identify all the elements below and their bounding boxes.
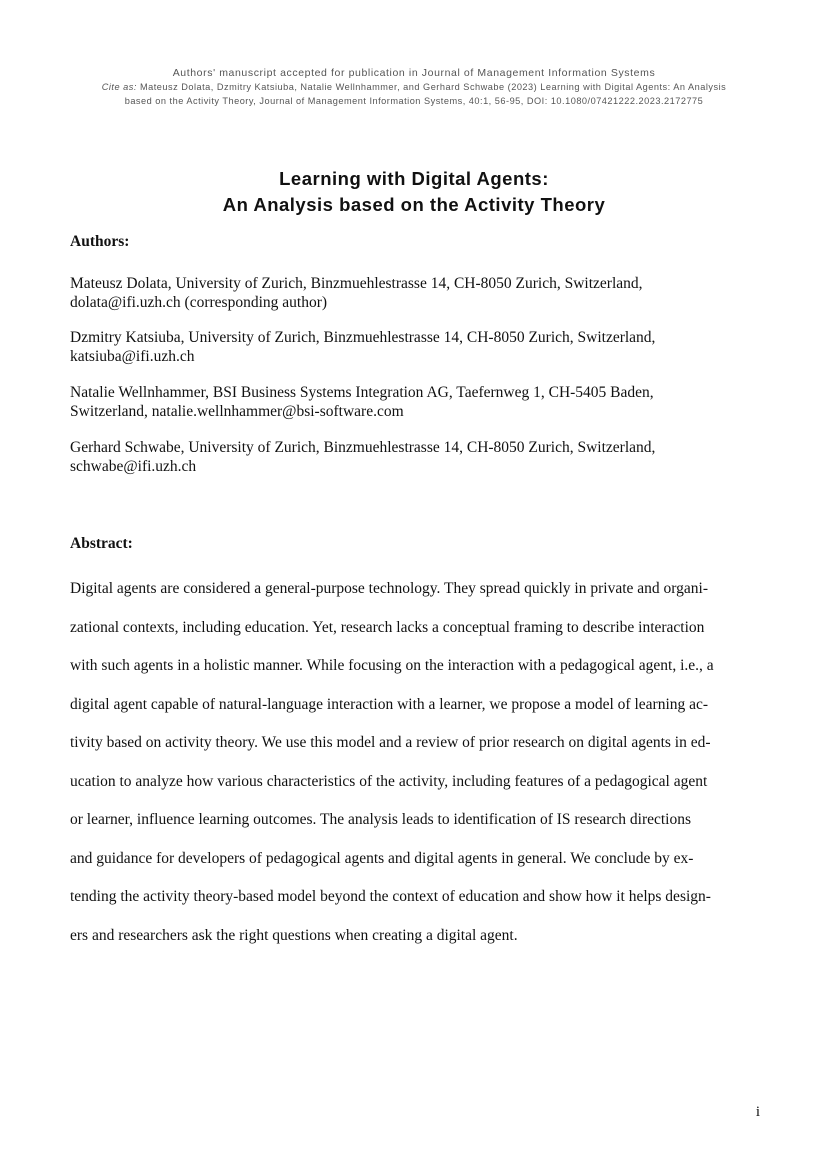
- header-citation-line-1: [60, 80, 768, 94]
- abstract-line: or learner, influence learning outcomes. The analysis leads to identification of IS research directions: [70, 811, 692, 828]
- abstract-heading: Abstract:: [70, 535, 133, 552]
- author-affiliation: Mateusz Dolata, University of Zurich, Binzmuehlestrasse 14, CH-8050 Zurich, Switzerland,: [70, 275, 643, 292]
- abstract-line: tending the activity theory-based model beyond the context of education and show how it helps design-: [70, 888, 711, 905]
- abstract-line: and guidance for developers of pedagogical agents and digital agents in general. We conclude by ex-: [70, 849, 694, 867]
- author-contact: schwabe@ifi.uzh.ch: [70, 458, 197, 475]
- citation-text-1: Mateusz Dolata, Dzmitry Katsiuba, Natalie Wellnhammer, and Gerhard Schwabe (2023) Learning with Digital Agents: An Analysis: [136, 82, 727, 92]
- abstract-line: tivity based on activity theory. We use this model and a review of prior research on digital agents in ed-: [70, 734, 711, 751]
- author-entry: [70, 328, 760, 366]
- title-line-2: An Analysis based on the Activity Theory: [222, 194, 606, 215]
- author-contact: Switzerland, natalie.wellnhammer@bsi-software.com: [70, 403, 404, 420]
- author-affiliation: Natalie Wellnhammer, BSI Business Systems Integration AG, Taefernweg 1, CH-5405 Baden,: [70, 384, 654, 401]
- author-affiliation: Dzmitry Katsiuba, University of Zurich, Binzmuehlestrasse 14, CH-8050 Zurich, Switzerland,: [70, 329, 656, 346]
- page-number: i: [755, 1104, 760, 1120]
- authors-heading: Authors:: [70, 233, 130, 250]
- header-citation-line-2: based on the Activity Theory, Journal of Management Information Systems, 40:1, 56-95, DOI: 10.1080/07421222.2023.2172775: [124, 96, 704, 106]
- header-publication-note: Authors' manuscript accepted for publication in Journal of Management Information Systems: [172, 67, 656, 79]
- abstract-line: with such agents in a holistic manner. While focusing on the interaction with a pedagogical agent, i.e., a: [70, 657, 714, 674]
- abstract-line: Digital agents are considered a general-purpose technology. They spread quickly in private and organi-: [70, 580, 709, 597]
- author-contact: katsiuba@ifi.uzh.ch: [70, 348, 195, 365]
- author-affiliation: Gerhard Schwabe, University of Zurich, Binzmuehlestrasse 14, CH-8050 Zurich, Switzerland,: [70, 439, 656, 456]
- abstract-line: zational contexts, including education. Yet, research lacks a conceptual framing to describe interaction: [70, 618, 705, 636]
- manuscript-header: [60, 66, 768, 108]
- author-entry: [70, 383, 760, 421]
- author-entry: [70, 438, 760, 476]
- abstract-body: [70, 570, 760, 955]
- abstract-line: digital agent capable of natural-language interaction with a learner, we propose a model of learning ac-: [70, 695, 709, 713]
- cite-as-label: Cite as:: [101, 82, 137, 92]
- paper-title: [60, 166, 768, 218]
- abstract-line: ucation to analyze how various characteristics of the activity, including features of a pedagogical agent: [70, 772, 708, 790]
- title-line-1: Learning with Digital Agents:: [279, 168, 549, 189]
- author-contact: dolata@ifi.uzh.ch (corresponding author): [70, 294, 328, 311]
- abstract-line: ers and researchers ask the right questions when creating a digital agent.: [70, 926, 518, 944]
- author-entry: [70, 274, 760, 312]
